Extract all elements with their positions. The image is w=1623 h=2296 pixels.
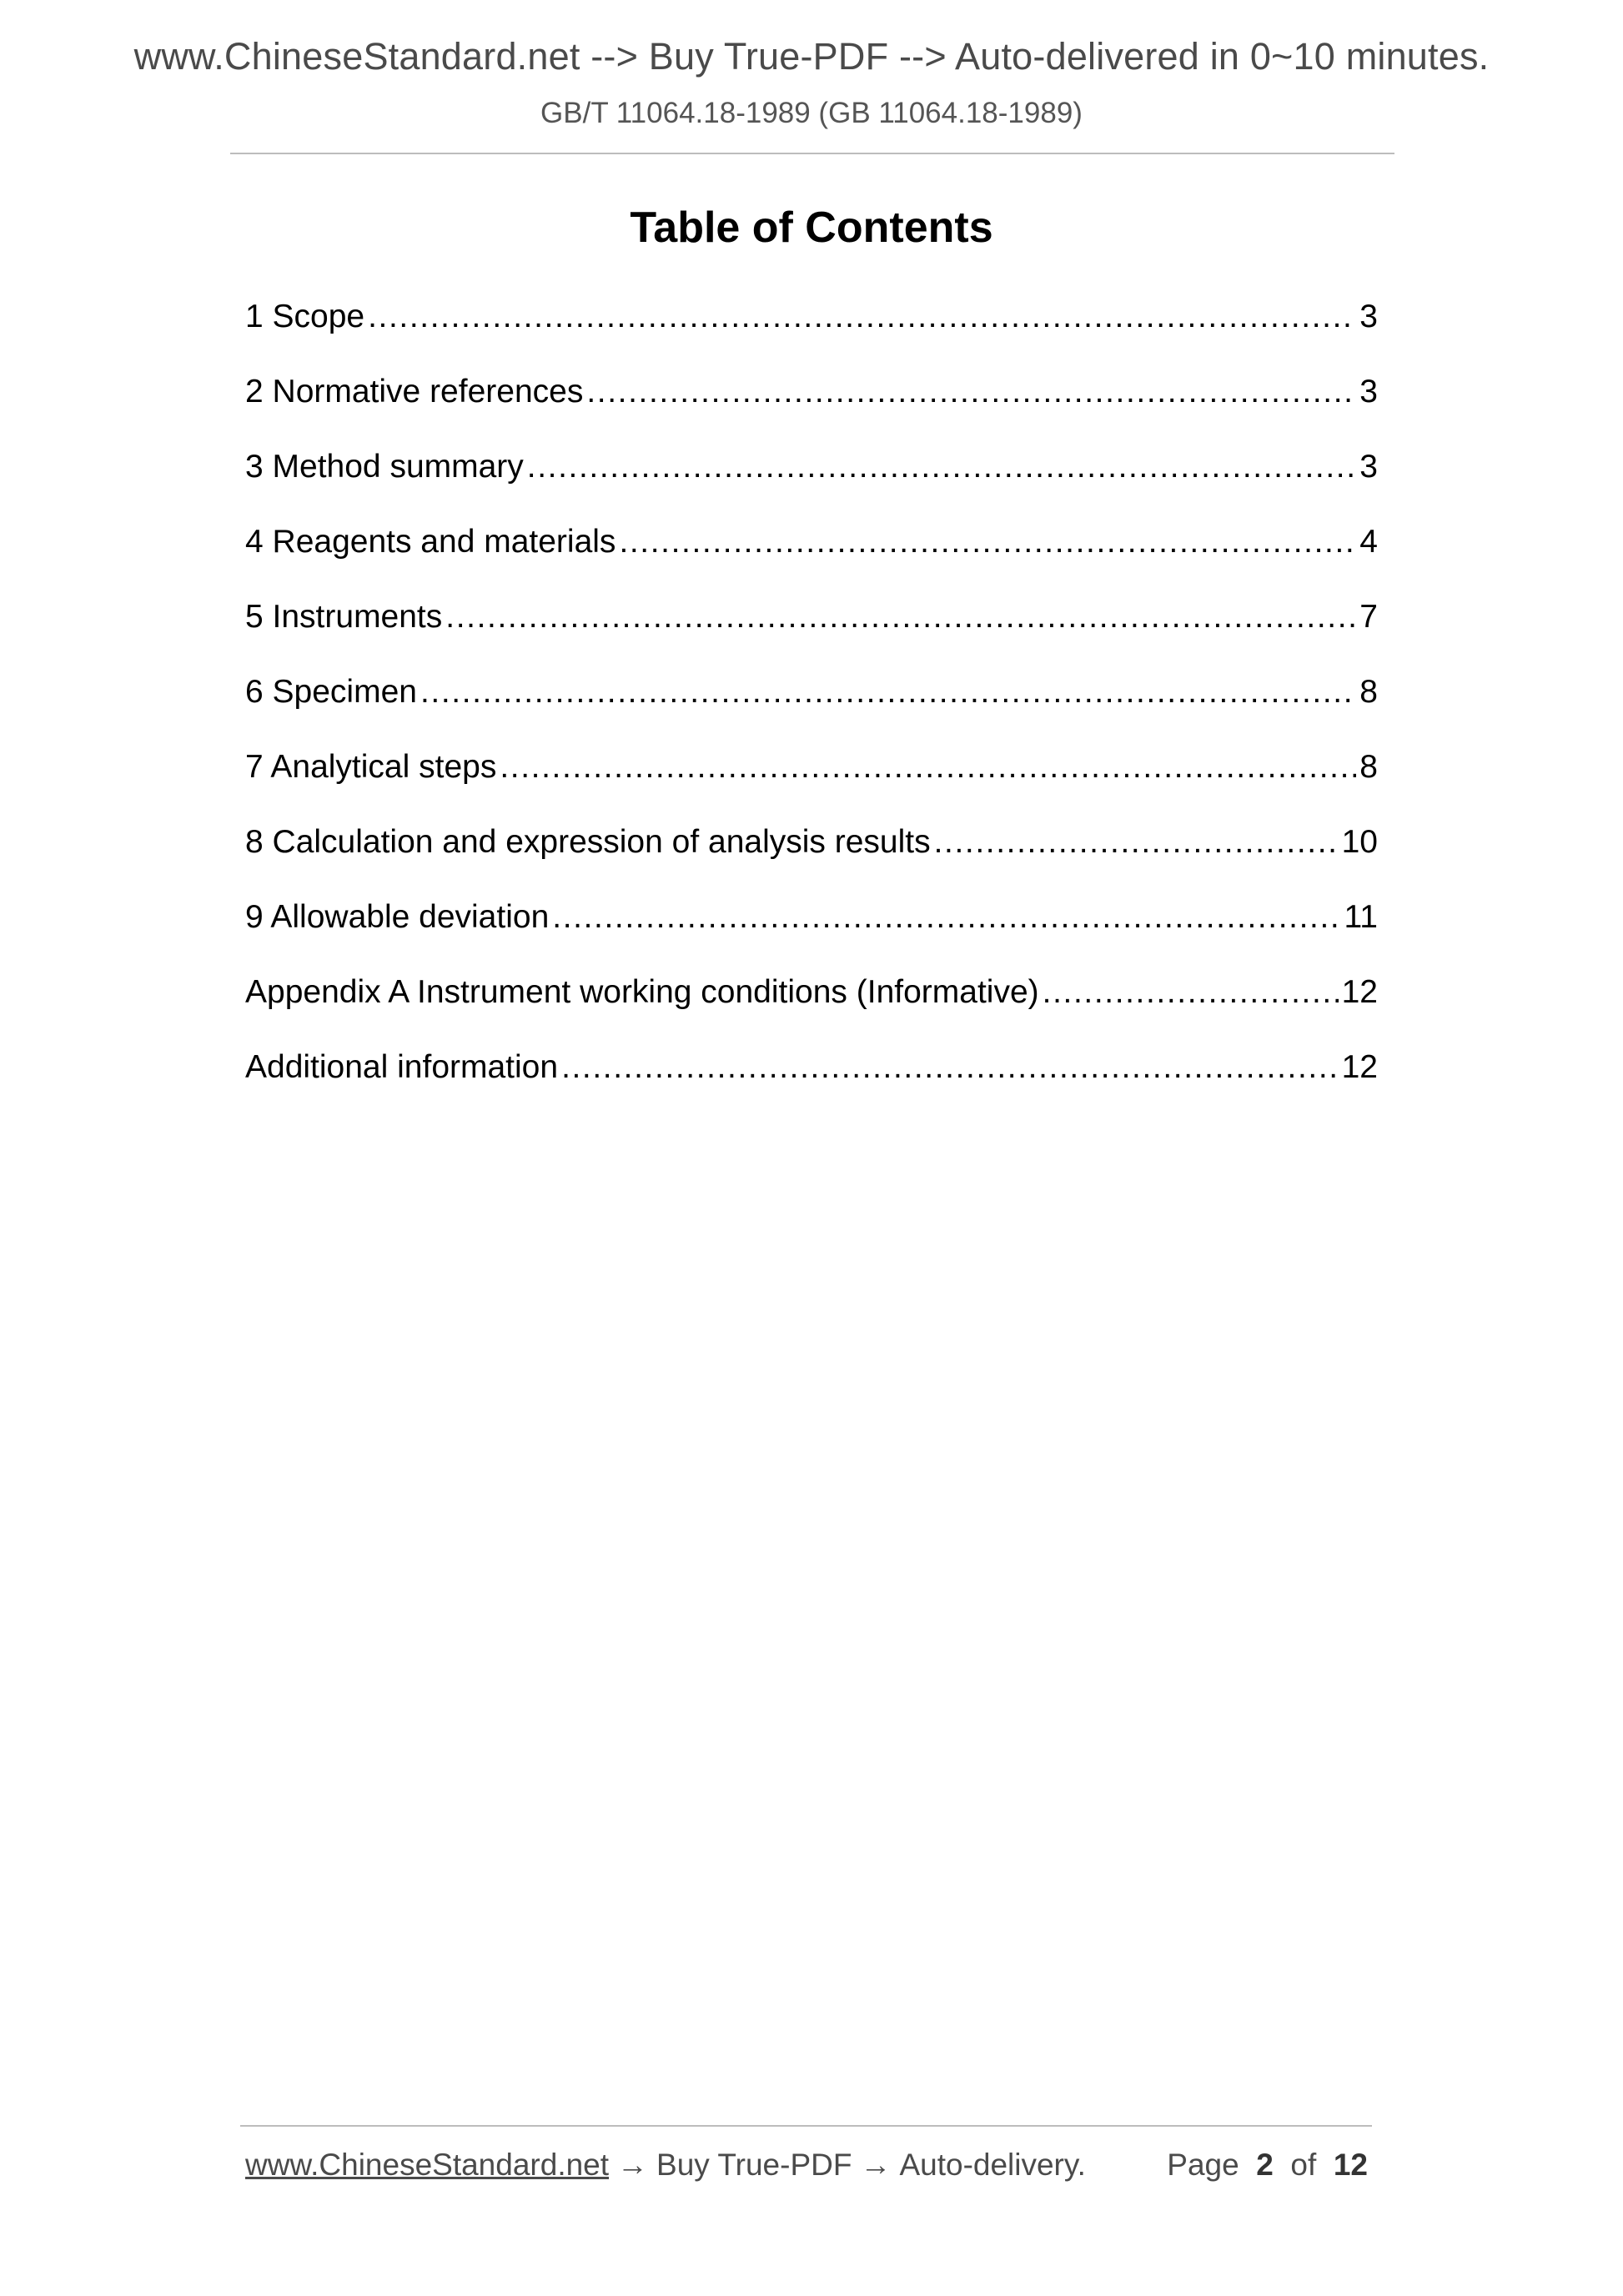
toc-dot-leader [934,819,1339,866]
toc-entry-label: 6 Specimen [245,674,417,710]
toc-entry-page: 3 [1359,449,1378,485]
toc-entry-page: 3 [1359,299,1378,334]
document-standard-number: GB/T 11064.18-1989 (GB 11064.18-1989) [540,97,1083,129]
footer-promo [245,2148,1086,2183]
toc-entry-label: 8 Calculation and expression of analysis results [245,824,931,860]
page-of-label: of [1290,2148,1317,2182]
footer-buy-text: Buy True-PDF [656,2148,852,2182]
toc-entry-appendix-a[interactable] [245,969,1378,1044]
toc-dot-leader [445,594,1356,641]
toc-dot-leader [1043,969,1339,1016]
toc-entry-normative-references[interactable] [245,369,1378,444]
toc-entry-label: Additional information [245,1049,559,1085]
toc-entry-label: 4 Reagents and materials [245,524,616,560]
page-title: Table of Contents [630,203,993,252]
toc-dot-leader [552,894,1340,941]
toc-entry-scope[interactable] [245,294,1378,369]
footer-divider [240,2125,1372,2127]
page-label: Page [1167,2148,1239,2182]
toc-entry-additional-information[interactable] [245,1044,1378,1119]
total-pages-number: 12 [1333,2148,1368,2182]
toc-dot-leader [586,369,1356,415]
toc-entry-calculation-and-expression[interactable] [245,819,1378,894]
toc-entry-page: 8 [1359,674,1378,710]
toc-entry-page: 10 [1341,824,1378,860]
toc-dot-leader [527,444,1357,490]
current-page-number: 2 [1256,2148,1274,2182]
footer-site-link[interactable]: www.ChineseStandard.net [245,2148,610,2182]
toc-entry-page: 8 [1359,749,1378,785]
toc-entry-page: 12 [1341,974,1378,1010]
toc-entry-label: Appendix A Instrument working conditions (Informative) [245,974,1039,1010]
toc-entry-reagents-and-materials[interactable] [245,519,1378,594]
toc-dot-leader [561,1044,1339,1091]
toc-entry-analytical-steps[interactable] [245,744,1378,819]
toc-entry-page: 4 [1359,524,1378,560]
arrow-right-icon: → [617,2148,649,2182]
toc-entry-page: 3 [1359,374,1378,409]
toc-dot-leader [619,519,1356,565]
toc-entry-instruments[interactable] [245,594,1378,669]
toc-dot-leader [420,669,1356,716]
toc-entry-method-summary[interactable] [245,444,1378,519]
toc-entry-page: 7 [1359,599,1378,635]
toc-entry-label: 7 Analytical steps [245,749,497,785]
toc-dot-leader [368,294,1356,340]
toc-entry-page: 11 [1344,899,1378,935]
toc-entry-page: 12 [1341,1049,1378,1085]
toc-entry-label: 9 Allowable deviation [245,899,550,935]
table-of-contents [245,294,1378,1119]
toc-entry-label: 5 Instruments [245,599,443,635]
header-banner: www.ChineseStandard.net --> Buy True-PDF --> Auto-delivered in 0~10 minutes. [133,35,1490,78]
toc-entry-label: 1 Scope [245,299,365,334]
toc-entry-label: 3 Method summary [245,449,524,485]
toc-dot-leader [500,744,1356,791]
header-divider [230,153,1394,154]
footer-delivery-text: Auto-delivery. [899,2148,1086,2182]
page-number-indicator [1167,2148,1368,2183]
toc-entry-specimen[interactable] [245,669,1378,744]
toc-entry-allowable-deviation[interactable] [245,894,1378,969]
toc-entry-label: 2 Normative references [245,374,584,409]
arrow-right-icon: → [860,2148,892,2182]
